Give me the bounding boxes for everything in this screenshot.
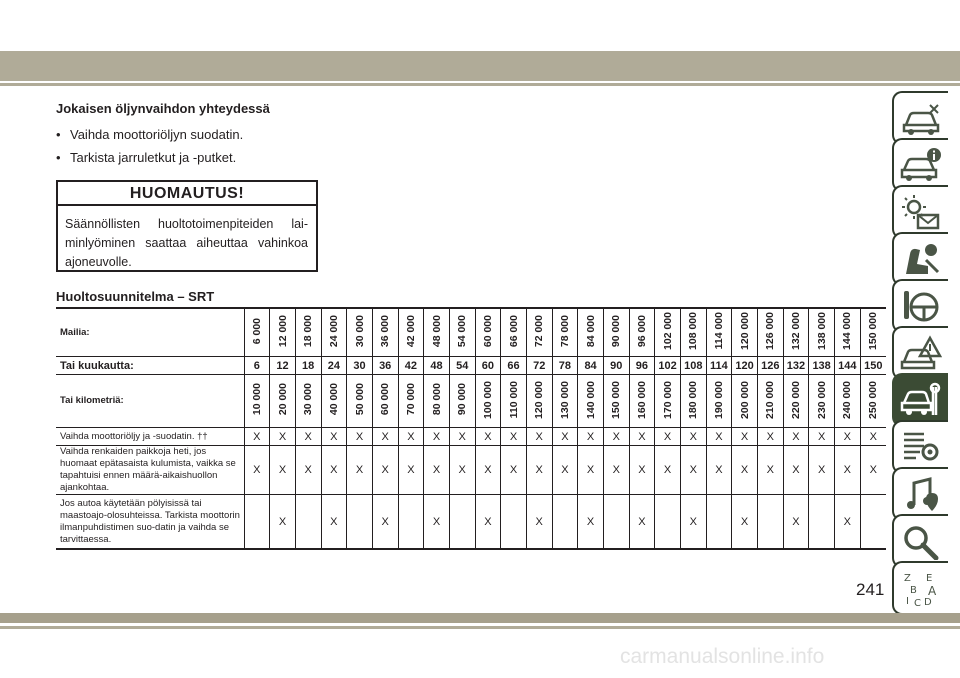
service-mark: X — [783, 446, 809, 495]
km-cell — [295, 375, 321, 428]
miles-value: 132 000 — [789, 312, 802, 350]
service-mark: X — [732, 428, 758, 446]
service-mark: X — [732, 446, 758, 495]
miles-cell — [295, 308, 321, 357]
row-label: Mailia: — [56, 308, 244, 357]
km-value: 250 000 — [867, 380, 880, 419]
km-value: 140 000 — [584, 380, 597, 419]
km-value: 150 000 — [610, 380, 623, 419]
months-cell: 48 — [424, 357, 450, 375]
svg-text:B: B — [910, 585, 917, 596]
km-value: 50 000 — [353, 383, 366, 416]
miles-cell — [706, 308, 732, 357]
chapter-tab[interactable] — [892, 467, 948, 521]
months-cell: 84 — [578, 357, 604, 375]
km-value: 200 000 — [738, 380, 751, 419]
bottom-decorative-band — [0, 613, 960, 623]
chapter-tab[interactable] — [892, 514, 948, 568]
service-mark: X — [552, 446, 578, 495]
months-cell: 78 — [552, 357, 578, 375]
months-cell: 6 — [244, 357, 270, 375]
service-mark — [809, 495, 835, 550]
service-mark: X — [501, 428, 527, 446]
miles-cell — [449, 308, 475, 357]
row-label: Vaihda renkaiden paikkoja heti, jos huomaat epätasaista kulumista, vaikka se tapahtuisi ennen määrä-aikaishuollon ajankohtaa. — [56, 446, 244, 495]
km-value: 120 000 — [533, 380, 546, 419]
service-mark: X — [475, 446, 501, 495]
service-mark: X — [475, 428, 501, 446]
service-row — [56, 446, 886, 495]
service-mark: X — [655, 428, 681, 446]
miles-value: 60 000 — [481, 314, 494, 348]
service-mark — [244, 495, 270, 550]
miles-value: 30 000 — [353, 314, 366, 348]
km-value: 90 000 — [456, 383, 469, 416]
km-value: 60 000 — [379, 383, 392, 416]
service-mark: X — [860, 446, 886, 495]
months-cell: 150 — [860, 357, 886, 375]
km-cell — [526, 375, 552, 428]
service-mark: X — [347, 428, 373, 446]
miles-value: 108 000 — [687, 312, 700, 350]
service-mark: X — [270, 428, 296, 446]
service-mark: X — [578, 446, 604, 495]
km-cell — [475, 375, 501, 428]
service-mark: X — [783, 495, 809, 550]
svg-text:Z: Z — [904, 573, 911, 584]
bullet-text: Vaihda moottoriöljyn suodatin. — [70, 127, 244, 142]
months-cell: 132 — [783, 357, 809, 375]
car-warning-icon — [900, 334, 942, 372]
service-mark: X — [603, 428, 629, 446]
service-mark: X — [809, 446, 835, 495]
miles-value: 18 000 — [302, 314, 315, 348]
notice-title: HUOMAUTUS! — [58, 182, 316, 206]
service-mark: X — [629, 428, 655, 446]
miles-cell — [757, 308, 783, 357]
service-mark: X — [860, 428, 886, 446]
chapter-tab[interactable] — [892, 326, 948, 380]
miles-value: 138 000 — [815, 312, 828, 350]
miles-value: 102 000 — [661, 312, 674, 350]
months-cell: 12 — [270, 357, 296, 375]
bullet-text: Tarkista jarruletkut ja -putket. — [70, 150, 237, 165]
miles-value: 42 000 — [404, 314, 417, 348]
car-info-icon — [900, 146, 942, 184]
km-cell — [603, 375, 629, 428]
miles-cell — [603, 308, 629, 357]
row-label: Vaihda moottoriöljy ja -suodatin. †† — [56, 428, 244, 446]
svg-text:I: I — [906, 596, 909, 607]
row-label: Jos autoa käytetään pölyisissä tai maastoajo-olosuhteissa. Tarkista moottorin ilmanpuhdistimen suo-datin ja vaihda se tarvittaessa. — [56, 495, 244, 550]
miles-cell — [372, 308, 398, 357]
miles-value: 36 000 — [379, 314, 392, 348]
service-mark — [295, 495, 321, 550]
section-heading: Jokaisen öljynvaihdon yhteydessä — [56, 101, 270, 116]
top-divider — [0, 83, 960, 86]
service-mark: X — [655, 446, 681, 495]
service-mark: X — [244, 428, 270, 446]
chapter-tab[interactable] — [892, 279, 948, 333]
miles-value: 120 000 — [738, 312, 751, 350]
service-mark: X — [552, 428, 578, 446]
km-value: 130 000 — [558, 380, 571, 419]
top-decorative-band — [0, 51, 960, 81]
svg-text:C: C — [914, 598, 921, 607]
miles-value: 6 000 — [250, 317, 263, 345]
service-mark: X — [424, 495, 450, 550]
notice-box — [56, 180, 318, 272]
miles-value: 12 000 — [276, 314, 289, 348]
service-mark — [655, 495, 681, 550]
miles-value: 66 000 — [507, 314, 520, 348]
specs-gear-icon — [900, 428, 942, 466]
service-row — [56, 428, 886, 446]
months-cell: 72 — [526, 357, 552, 375]
service-mark: X — [578, 428, 604, 446]
km-value: 80 000 — [430, 383, 443, 416]
months-cell: 114 — [706, 357, 732, 375]
miles-cell — [834, 308, 860, 357]
service-mark: X — [629, 446, 655, 495]
service-mark: X — [398, 428, 424, 446]
service-mark: X — [321, 446, 347, 495]
months-cell: 42 — [398, 357, 424, 375]
service-mark: X — [680, 446, 706, 495]
miles-value: 90 000 — [610, 314, 623, 348]
km-cell — [347, 375, 373, 428]
service-mark — [347, 495, 373, 550]
service-mark — [552, 495, 578, 550]
km-value: 20 000 — [276, 383, 289, 416]
miles-cell — [398, 308, 424, 357]
chapter-tab[interactable] — [892, 373, 948, 427]
music-nav-icon — [900, 475, 942, 513]
months-row — [56, 357, 886, 375]
km-cell — [552, 375, 578, 428]
alphabet-index-icon — [900, 569, 942, 607]
km-value: 180 000 — [687, 380, 700, 419]
bullet-item: • Tarkista jarruletkut ja -putket. — [56, 150, 237, 165]
row-label: Tai kilometriä: — [56, 375, 244, 428]
km-cell — [834, 375, 860, 428]
chapter-tab[interactable] — [892, 232, 948, 286]
service-mark: X — [501, 446, 527, 495]
months-cell: 30 — [347, 357, 373, 375]
chapter-tab[interactable] — [892, 91, 948, 145]
car-wrench-icon — [900, 381, 942, 419]
service-mark: X — [321, 428, 347, 446]
km-cell — [680, 375, 706, 428]
months-cell: 120 — [732, 357, 758, 375]
miles-cell — [270, 308, 296, 357]
miles-row — [56, 308, 886, 357]
service-mark — [398, 495, 424, 550]
months-cell: 108 — [680, 357, 706, 375]
miles-value: 72 000 — [533, 314, 546, 348]
svg-text:A: A — [928, 584, 937, 598]
service-mark: X — [603, 446, 629, 495]
steering-key-icon — [900, 287, 942, 325]
service-mark: X — [244, 446, 270, 495]
km-cell — [321, 375, 347, 428]
service-mark: X — [372, 446, 398, 495]
months-cell: 24 — [321, 357, 347, 375]
km-cell — [860, 375, 886, 428]
miles-value: 144 000 — [841, 312, 854, 350]
service-mark: X — [578, 495, 604, 550]
search-index-icon — [900, 522, 942, 560]
miles-value: 84 000 — [584, 314, 597, 348]
service-mark — [706, 495, 732, 550]
km-value: 30 000 — [302, 383, 315, 416]
service-mark: X — [757, 428, 783, 446]
months-cell: 60 — [475, 357, 501, 375]
km-cell — [757, 375, 783, 428]
miles-value: 78 000 — [558, 314, 571, 348]
notice-text: Säännöllisten huoltotoimenpiteiden lai-minlyöminen saattaa aiheuttaa vahinkoa ajoneuvolle. — [65, 217, 308, 269]
km-value: 230 000 — [815, 380, 828, 419]
bullet-item: • Vaihda moottoriöljyn suodatin. — [56, 127, 244, 142]
service-row — [56, 495, 886, 550]
months-cell: 144 — [834, 357, 860, 375]
miles-value: 114 000 — [712, 312, 725, 350]
months-cell: 96 — [629, 357, 655, 375]
months-cell: 102 — [655, 357, 681, 375]
miles-value: 150 000 — [867, 312, 880, 350]
service-mark: X — [680, 495, 706, 550]
service-mark: X — [834, 495, 860, 550]
km-value: 210 000 — [764, 380, 777, 419]
service-mark: X — [295, 428, 321, 446]
km-value: 190 000 — [712, 380, 725, 419]
miles-cell — [321, 308, 347, 357]
schedule-heading: Huoltosuunnitelma – SRT — [56, 289, 215, 304]
miles-cell — [526, 308, 552, 357]
km-value: 220 000 — [789, 380, 802, 419]
miles-cell — [347, 308, 373, 357]
months-cell: 36 — [372, 357, 398, 375]
service-mark: X — [270, 495, 296, 550]
service-mark: X — [526, 428, 552, 446]
chapter-tab[interactable] — [892, 420, 948, 474]
watermark: carmanualsonline.info — [620, 645, 825, 668]
miles-cell — [552, 308, 578, 357]
service-mark: X — [424, 428, 450, 446]
service-mark: X — [424, 446, 450, 495]
service-mark: X — [680, 428, 706, 446]
service-mark: X — [321, 495, 347, 550]
km-cell — [732, 375, 758, 428]
service-mark: X — [809, 428, 835, 446]
km-value: 70 000 — [404, 383, 417, 416]
maintenance-schedule-table — [56, 307, 886, 550]
km-cell — [449, 375, 475, 428]
km-cell — [372, 375, 398, 428]
svg-text:E: E — [926, 573, 933, 584]
service-mark — [501, 495, 527, 550]
months-cell: 18 — [295, 357, 321, 375]
km-cell — [398, 375, 424, 428]
page-number: 241 — [856, 580, 885, 599]
miles-cell — [860, 308, 886, 357]
service-mark: X — [732, 495, 758, 550]
service-mark: X — [372, 428, 398, 446]
km-cell — [424, 375, 450, 428]
km-cell — [501, 375, 527, 428]
km-cell — [655, 375, 681, 428]
service-mark: X — [295, 446, 321, 495]
miles-value: 48 000 — [430, 314, 443, 348]
miles-cell — [424, 308, 450, 357]
km-cell — [578, 375, 604, 428]
km-value: 40 000 — [327, 383, 340, 416]
miles-cell — [783, 308, 809, 357]
service-mark: X — [347, 446, 373, 495]
service-mark: X — [834, 428, 860, 446]
months-cell: 90 — [603, 357, 629, 375]
chapter-tab[interactable] — [892, 561, 948, 615]
car-ac-icon — [900, 99, 942, 137]
miles-cell — [680, 308, 706, 357]
chapter-tab[interactable] — [892, 138, 948, 192]
service-mark: X — [526, 446, 552, 495]
service-mark: X — [449, 428, 475, 446]
km-cell — [783, 375, 809, 428]
service-mark — [603, 495, 629, 550]
service-mark: X — [783, 428, 809, 446]
service-mark: X — [526, 495, 552, 550]
service-mark — [449, 495, 475, 550]
km-value: 160 000 — [635, 380, 648, 419]
service-mark: X — [706, 446, 732, 495]
km-value: 10 000 — [250, 383, 263, 416]
svg-text:D: D — [924, 597, 932, 607]
km-value: 170 000 — [661, 380, 674, 419]
service-mark: X — [475, 495, 501, 550]
service-mark: X — [706, 428, 732, 446]
km-cell — [270, 375, 296, 428]
km-value: 240 000 — [841, 380, 854, 419]
miles-value: 24 000 — [327, 314, 340, 348]
row-label: Tai kuukautta: — [56, 357, 244, 375]
service-mark — [757, 495, 783, 550]
seat-airbag-icon — [900, 240, 942, 278]
km-value: 110 000 — [507, 380, 520, 419]
service-mark: X — [834, 446, 860, 495]
service-mark: X — [449, 446, 475, 495]
miles-cell — [629, 308, 655, 357]
miles-value: 96 000 — [635, 314, 648, 348]
bottom-divider — [0, 626, 960, 629]
km-cell — [629, 375, 655, 428]
months-cell: 66 — [501, 357, 527, 375]
service-mark: X — [372, 495, 398, 550]
months-cell: 138 — [809, 357, 835, 375]
miles-value: 54 000 — [456, 314, 469, 348]
miles-cell — [732, 308, 758, 357]
months-cell: 54 — [449, 357, 475, 375]
km-cell — [244, 375, 270, 428]
km-cell — [706, 375, 732, 428]
km-cell — [809, 375, 835, 428]
miles-cell — [475, 308, 501, 357]
chapter-tab[interactable] — [892, 185, 948, 239]
miles-cell — [501, 308, 527, 357]
lights-mail-icon — [900, 193, 942, 231]
service-mark: X — [757, 446, 783, 495]
miles-cell — [655, 308, 681, 357]
miles-cell — [809, 308, 835, 357]
service-mark — [860, 495, 886, 550]
service-mark: X — [629, 495, 655, 550]
miles-cell — [244, 308, 270, 357]
service-mark: X — [398, 446, 424, 495]
km-row — [56, 375, 886, 428]
months-cell: 126 — [757, 357, 783, 375]
km-value: 100 000 — [481, 380, 494, 419]
miles-cell — [578, 308, 604, 357]
service-mark: X — [270, 446, 296, 495]
miles-value: 126 000 — [764, 312, 777, 350]
